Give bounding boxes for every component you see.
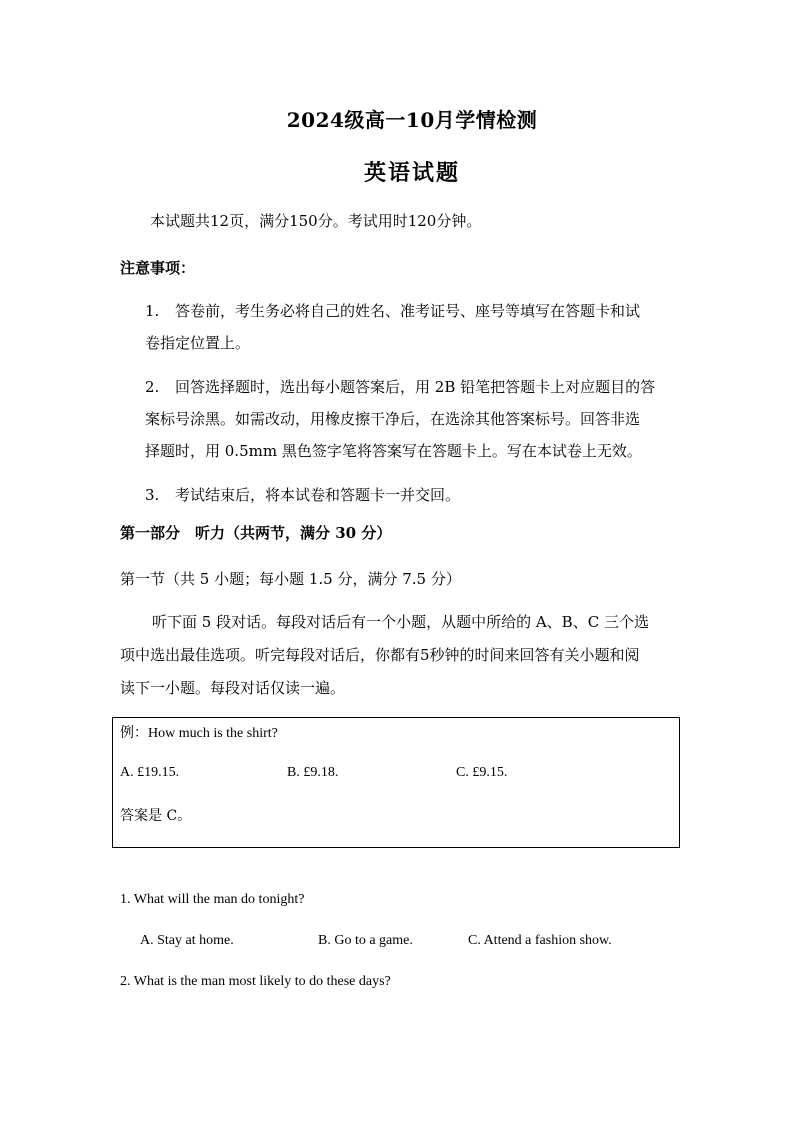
question-option-a: A. Stay at home.	[140, 933, 234, 948]
example-option-c: C. £9.15.	[456, 765, 508, 780]
notice-item-number: 2.	[145, 378, 160, 396]
exam-title: 2024级高一10月学情检测	[286, 108, 538, 132]
instructions-text: 项中选出最佳选项。听完每段对话后，你都有5秒钟的时间来回答有关小题和阅	[120, 646, 640, 664]
notice-item-text: 卷指定位置上。	[145, 334, 251, 352]
instructions-text: 听下面 5 段对话。每段对话后有一个小题，从题中所给的 A、B、C 三个选	[152, 613, 649, 631]
part-heading: 第一部分 听力（共两节，满分 30 分）	[120, 524, 392, 542]
notice-heading: 注意事项：	[120, 259, 196, 277]
question-stem: 1. What will the man do tonight?	[120, 892, 305, 907]
notice-item-number: 3.	[145, 486, 160, 504]
example-box	[112, 717, 680, 848]
exam-intro: 本试题共12页，满分150分。考试用时120分钟。	[150, 212, 482, 230]
question-option-b: B. Go to a game.	[318, 933, 413, 948]
notice-item-text: 考试结束后，将本试卷和答题卡一并交回。	[175, 486, 461, 504]
notice-item-text: 择题时，用 0.5mm 黑色签字笔将答案写在答题卡上。写在本试卷上无效。	[145, 442, 642, 460]
notice-item-text: 回答选择题时，选出每小题答案后，用 2B 铅笔把答题卡上对应题目的答	[175, 378, 656, 396]
instructions-text: 读下一小题。每段对话仅读一遍。	[120, 679, 346, 697]
example-question: 例：How much is the shirt?	[120, 726, 278, 741]
example-option-b: B. £9.18.	[287, 765, 339, 780]
section-heading: 第一节（共 5 小题；每小题 1.5 分，满分 7.5 分）	[120, 570, 461, 588]
question-stem: 2. What is the man most likely to do these days?	[120, 974, 391, 989]
example-option-a: A. £19.15.	[120, 765, 180, 780]
subject-title: 英语试题	[363, 160, 460, 186]
question-option-c: C. Attend a fashion show.	[468, 933, 612, 948]
example-answer: 答案是 C。	[120, 808, 192, 824]
notice-item-number: 1.	[145, 302, 160, 320]
notice-item-text: 答卷前，考生务必将自己的姓名、准考证号、座号等填写在答题卡和试	[175, 302, 641, 320]
notice-item-text: 案标号涂黑。如需改动，用橡皮擦干净后，在选涂其他答案标号。回答非选	[145, 410, 641, 428]
